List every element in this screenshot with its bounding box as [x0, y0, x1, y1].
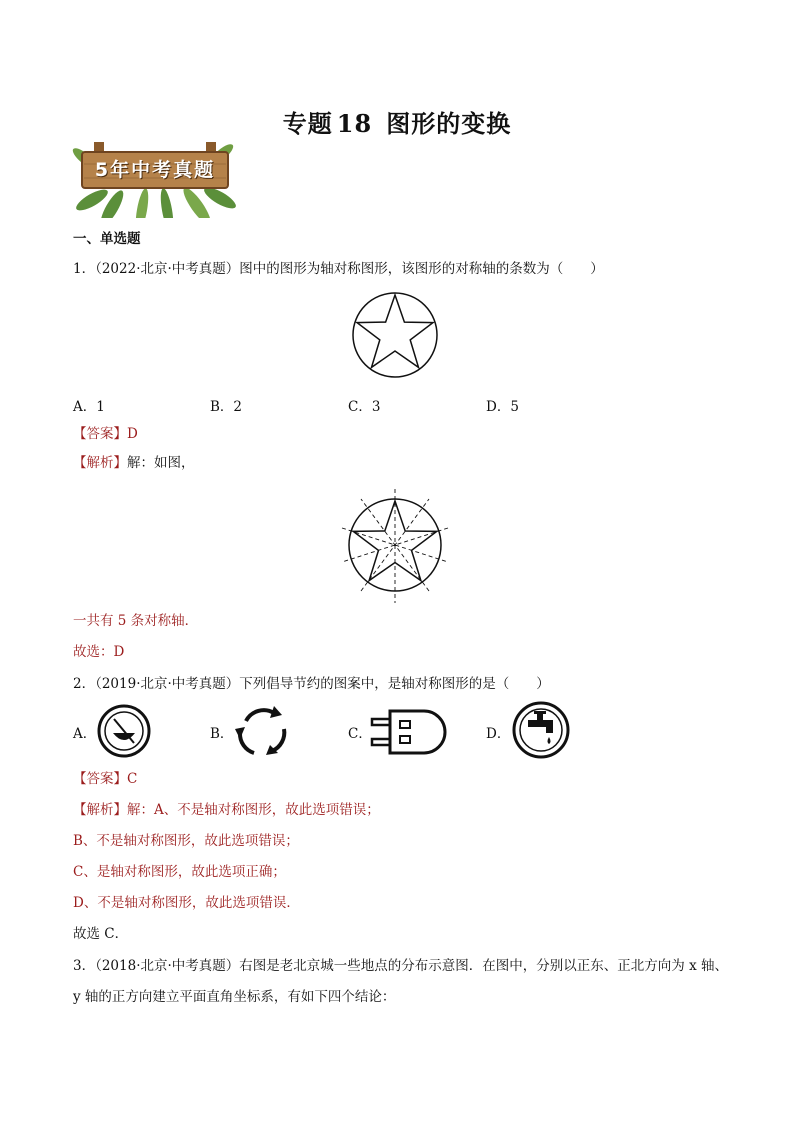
- plug-icon: [368, 707, 452, 757]
- q1-option-d: D．5: [486, 399, 519, 415]
- recycle-arrows-icon: [232, 703, 292, 759]
- badge-text: 5年中考真题: [94, 159, 216, 181]
- question-1-stem: 1．（2022·北京·中考真题）图中的图形为轴对称图形，该图形的对称轴的条数为（ ）: [73, 261, 604, 277]
- answer-value: D: [127, 426, 138, 442]
- title-number: 18: [336, 109, 373, 138]
- q1-option-b: B．2: [210, 399, 243, 415]
- section-heading: 一、单选题: [73, 231, 141, 247]
- analysis-line-3: C、是轴对称图形，故此选项正确；: [73, 864, 286, 880]
- question-3-line-1: 3．（2018·北京·中考真题）右图是老北京城一些地点的分布示意图．在图中，分别以正东、正北方向为 x 轴、: [73, 958, 728, 974]
- q1-final: 故选：D: [73, 644, 125, 660]
- q2-option-d-label: D．: [486, 726, 511, 742]
- bowl-no-waste-icon: [96, 703, 152, 759]
- q2-analysis: [73, 801, 380, 819]
- answer-tag: 【答案】: [73, 771, 127, 787]
- q1-conclusion: 一共有 5 条对称轴．: [73, 613, 199, 629]
- star-in-circle-figure: [350, 290, 440, 380]
- analysis-tag: 【解析】: [73, 802, 127, 818]
- analysis-tag: 【解析】: [73, 455, 127, 471]
- symmetry-axes-figure: [340, 488, 450, 606]
- q1-option-c: C．3: [348, 399, 381, 415]
- analysis-line-1: 解：A、不是轴对称图形，故此选项错误；: [127, 802, 380, 818]
- question-3-line-2: y 轴的正方向建立平面直角坐标系，有如下四个结论：: [73, 989, 396, 1005]
- analysis-line-2: B、不是轴对称图形，故此选项错误；: [73, 833, 299, 849]
- answer-value: C: [127, 771, 138, 787]
- answer-tag: 【答案】: [73, 426, 127, 442]
- q2-option-b-label: B．: [210, 726, 234, 742]
- q2-option-c-label: C．: [348, 726, 372, 742]
- page-title: [0, 104, 794, 139]
- water-tap-icon: [510, 700, 572, 760]
- title-name: 图形的变换: [386, 109, 512, 138]
- section-badge: [72, 138, 238, 218]
- title-prefix: 专题: [282, 109, 333, 138]
- question-2-stem: 2．（2019·北京·中考真题）下列倡导节约的图案中，是轴对称图形的是（ ）: [73, 676, 550, 692]
- analysis-line-4: D、不是轴对称图形，故此选项错误．: [73, 895, 300, 911]
- q1-option-a: A．1: [73, 399, 105, 415]
- q2-option-a-label: A．: [73, 726, 97, 742]
- q1-analysis: [73, 454, 195, 472]
- q2-answer: [73, 770, 137, 788]
- q2-final: 故选 C．: [73, 926, 129, 942]
- q1-answer: [73, 425, 138, 443]
- analysis-text: 解：如图，: [127, 455, 195, 471]
